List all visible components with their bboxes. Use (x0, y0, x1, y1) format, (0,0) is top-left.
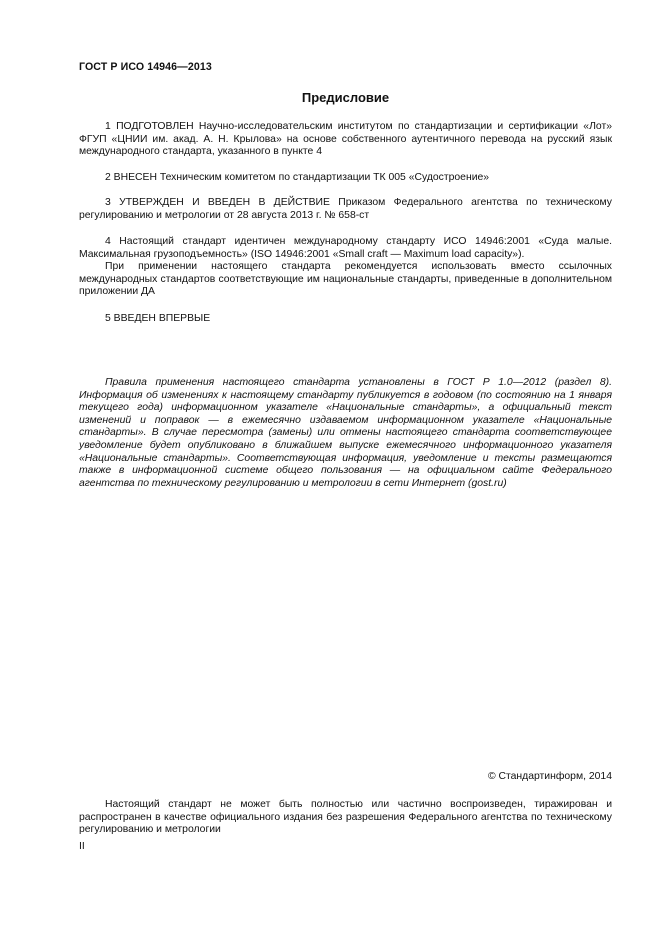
preface-item-1 (79, 121, 612, 159)
document-code-header: ГОСТ Р ИСО 14946—2013 (79, 61, 212, 73)
preface-item-1-text: 1 ПОДГОТОВЛЕН Научно-исследовательским институтом по стандартизации и сертификации «Лот» ФГУП «ЦНИИ им. акад. А. Н. Крылова» на основе собственного аутентичного перевода на русский язык международного стандарта, указанного в пункте 4 (79, 121, 612, 158)
preface-item-4-note: При применении настоящего стандарта рекомендуется использовать вместо ссылочных международных стандартов соответствующие им национальные стандарты, приведенные в дополнительном приложении ДА (79, 261, 612, 298)
application-rules-text: Правила применения настоящего стандарта установлены в ГОСТ Р 1.0—2012 (раздел 8). Информация об изменениях к настоящему стандарту публикуется в годовом (по состоянию на 1 января текущего года) информационном указателе «Национальные стандарты», а официальный текст изменений и поправок — в ежемесячно издаваемом информационном указателе «Национальные стандарты». В случае пересмотра (замены) или отмены настоящего стандарта соответствующее уведомление будет опубликовано в ближайшем выпуске ежемесячного информационного указателя «Национальные стандарты». Соответствующая информация, уведомление и тексты размещаются также в информационной системе общего пользования — на официальном сайте Федерального агентства по техническому регулированию и метрологии в сети Интернет (gost.ru) (79, 377, 612, 489)
page-number: II (79, 841, 85, 852)
preface-item-3 (79, 197, 612, 222)
application-rules-notice (79, 377, 612, 490)
preface-item-3-text: 3 УТВЕРЖДЕН И ВВЕДЕН В ДЕЙСТВИЕ Приказом Федерального агентства по техническому регулированию и метрологии от 28 августа 2013 г. № 658-ст (79, 197, 612, 221)
preface-item-2 (79, 172, 612, 185)
preface-item-5 (79, 313, 612, 326)
reproduction-notice-text: Настоящий стандарт не может быть полностью или частично воспроизведен, тиражирован и распространен в качестве официального издания без разрешения Федерального агентства по техническому регулированию и метрологии (79, 799, 612, 836)
reproduction-notice (79, 799, 612, 837)
preface-item-2-text: 2 ВНЕСЕН Техническим комитетом по стандартизации ТК 005 «Судостроение» (105, 172, 490, 183)
copyright-line: © Стандартинформ, 2014 (487, 771, 612, 782)
preface-item-4-text: 4 Настоящий стандарт идентичен международному стандарту ИСО 14946:2001 «Суда малые. Максимальная грузоподъемность» (ISO 14946:2001 «Small craft — Maximum load capacity»). (79, 236, 612, 260)
preface-item-4 (79, 236, 612, 299)
preface-item-5-text: 5 ВВЕДЕН ВПЕРВЫЕ (105, 313, 211, 324)
page-title: Предисловие (301, 90, 390, 105)
